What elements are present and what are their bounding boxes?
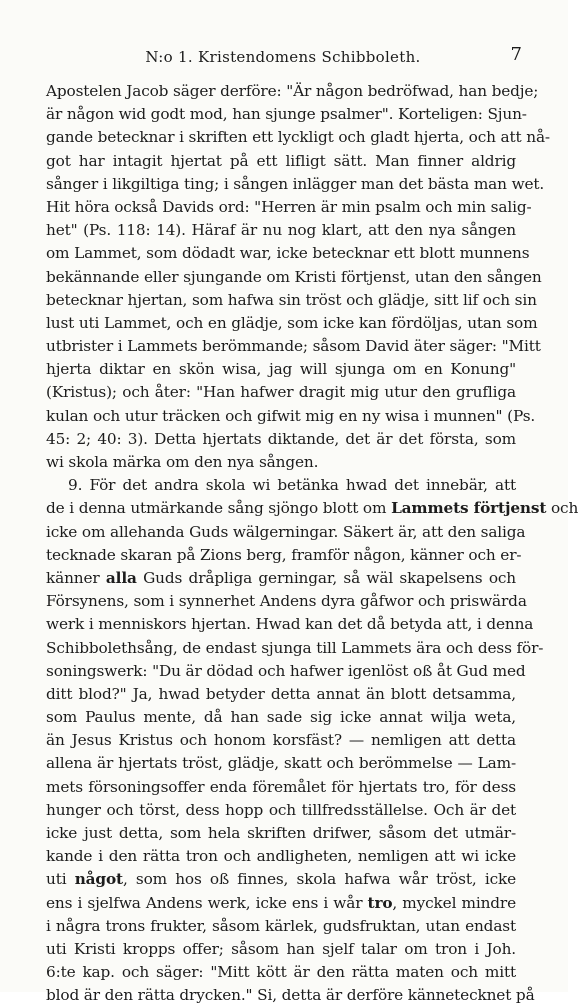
text-line: bekännande eller sjungande om Kristi förtjenst, utan den sången [46, 267, 542, 286]
text-line: Försynens, som i synnerhet Andens dyra gåfwor och priswärda [46, 592, 527, 611]
text-line [46, 868, 516, 891]
paragraph-end-line: wi skola märka om den nya sången. [46, 453, 319, 471]
text-span: , som hos oß finnes, skola hafwa wår tröst, icke [122, 870, 517, 889]
emphasis-tro: tro [367, 893, 393, 912]
text-line: ditt blod?" Ja, hwad betyder detta annat än blott detsamma, [46, 684, 516, 703]
text-line: lust uti Lammet, och en glädje, som icke kan fördöljas, utan som [46, 313, 538, 332]
text-line: 45: 2; 40: 3). Detta hjertats diktande, det är det första, som [46, 429, 516, 448]
text-line: som Paulus mente, då han sade sig icke annat wilja weta, [46, 708, 516, 727]
text-line: 6:te kap. och säger: "Mitt kött är den rätta maten och mitt [46, 963, 516, 982]
text-line [46, 892, 516, 915]
page-header [44, 44, 522, 70]
text-span: de i denna utmärkande sång sjöngo blott om [46, 499, 392, 518]
text-span: uti [46, 870, 75, 889]
text-line: än Jesus Kristus och honom korsfäst? — nemligen att detta [46, 731, 516, 750]
paragraph-number: 9. [68, 476, 83, 495]
text-line: hjerta diktar en skön wisa, jag will sjunga om en Konung" [46, 360, 516, 379]
text-line: mets försoningsoffer enda föremålet för hjertats tro, för dess [46, 777, 516, 796]
text-line: hunger och törst, dess hopp och tillfredsställelse. Och är det [46, 800, 516, 819]
running-head: N:o 1. Kristendomens Schibboleth. [145, 48, 421, 66]
text-line [46, 497, 578, 520]
text-line: utbrister i Lammets berömmande; såsom David äter säger: "Mitt [46, 337, 541, 356]
text-line: om Lammet, som dödadt war, icke betecknar ett blott munnens [46, 244, 530, 263]
text-line: icke om allehanda Guds wälgerningar. Säkert är, att den saliga [46, 522, 526, 541]
emphasis-nagot: något [74, 870, 123, 889]
text-span: och [546, 499, 578, 518]
text-line: got har intagit hjertat på ett lifligt sätt. Man finner aldrig [46, 151, 516, 170]
text-span: ens i sjelfwa Andens werk, icke ens i wår [46, 893, 368, 912]
text-span: För det andra skola wi betänka hwad det innebär, att [89, 476, 516, 495]
text-span: , myckel mindre [392, 893, 516, 912]
text-line: kulan och utur träcken och gifwit mig en ny wisa i munnen" (Ps. [46, 406, 536, 425]
text-line [46, 567, 516, 590]
text-line: werk i menniskors hjertan. Hwad kan det då betyda att, i denna [46, 615, 534, 634]
text-line: Hit höra också Davids ord: "Herren är min psalm och min salig- [46, 197, 532, 216]
text-span: Guds dråpliga gerningar, så wäl skapelsens och [136, 568, 516, 587]
text-line: icke just detta, som hela skriften drifwer, såsom det utmär- [46, 824, 516, 842]
text-line: kande i den rätta tron och andligheten, nemligen att wi icke [46, 847, 516, 866]
text-line: är någon wid godt mod, han sjunge psalmer". Korteligen: Sjun- [46, 105, 527, 124]
body-text [46, 80, 578, 1008]
emphasis-alla: alla [105, 568, 137, 587]
text-line: i några trons frukter, såsom kärlek, gudsfruktan, utan endast [46, 916, 516, 935]
text-line: Schibbolethsång, de endast sjunga till Lammets ära och dess för- [46, 638, 544, 657]
text-line: soningswerk: "Du är dödad och hafwer igenlöst oß åt Gud med [46, 661, 526, 680]
text-line: het" (Ps. 118: 14). Häraf är nu nog klart, att den nya sången [46, 221, 516, 240]
paragraph-start-line [46, 474, 516, 497]
text-line: (Kristus); och åter: "Han hafwer dragit mig utur den grufliga [46, 383, 516, 402]
page-number: 7 [510, 44, 522, 65]
text-line: allena är hjertats tröst, glädje, skatt och berömmelse — Lam- [46, 754, 516, 773]
emphasis-lammets-fortjenst: Lammets förtjenst [391, 499, 547, 518]
text-line: gande betecknar i skriften ett lyckligt och gladt hjerta, och att nå- [46, 128, 550, 147]
text-line: betecknar hjertan, som hafwa sin tröst och glädje, sitt lif och sin [46, 290, 537, 309]
text-line: blod är den rätta drycken." Si, detta är derföre kännetecknet på [46, 986, 535, 1005]
text-line: tecknade skaran på Zions berg, framför någon, känner och er- [46, 545, 522, 564]
text-line: sånger i likgiltiga ting; i sången inlägger man det bästa man wet. [46, 174, 545, 193]
text-line: uti Kristi kropps offer; såsom han sjelf talar om tron i Joh. [46, 939, 516, 958]
text-line: Apostelen Jacob säger derföre: "Är någon bedröfwad, han bedje; [46, 82, 539, 100]
text-span: känner [46, 568, 106, 587]
